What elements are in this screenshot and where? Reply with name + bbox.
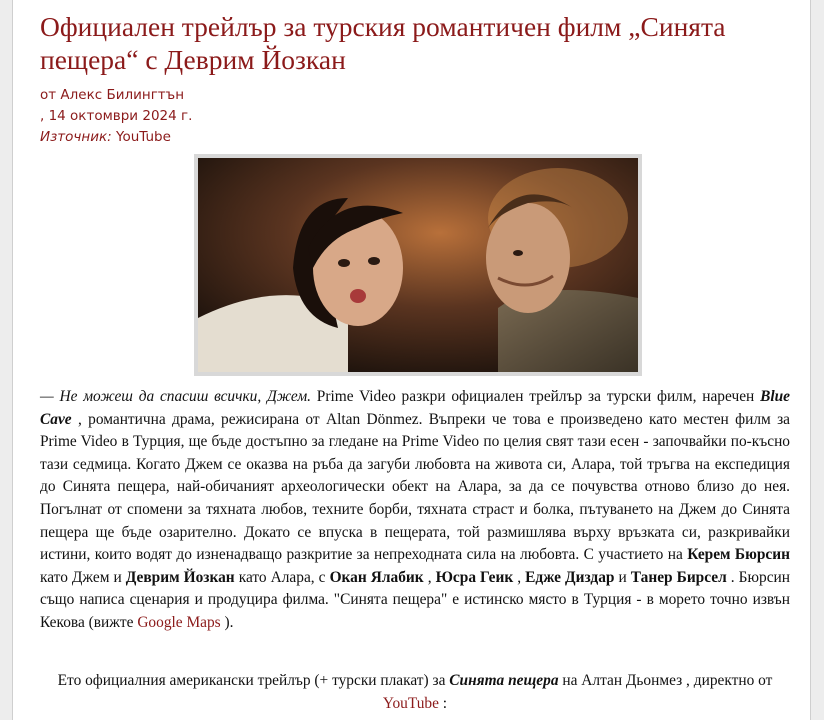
body-text-4: като Алара, с xyxy=(234,568,330,586)
date-line: , 14 октомври 2024 г. xyxy=(40,108,193,124)
separator: , xyxy=(423,568,436,586)
article-photo xyxy=(194,154,642,376)
caption-text-2: на Алтан Дьонмез , директно от xyxy=(558,672,773,689)
body-text-3: като Джем и xyxy=(40,568,126,586)
trailer-caption xyxy=(40,670,790,715)
article-title: Официален трейлър за турския романтичен филм „Синята пещера“ с Деврим Йозкан xyxy=(40,11,726,75)
body-text-6: . Бюрсин също написа сценария и продуцира филма. "Синята пещера" е истинско място в Турция - в морето точно извън Кекова (вижте xyxy=(40,568,790,631)
actor-name: Юсра Геик xyxy=(435,568,514,586)
actor-name: Едже Диздар xyxy=(525,568,615,586)
film-title-en: Blue Cave xyxy=(40,388,790,428)
source-line xyxy=(40,127,792,148)
film-title-bg: Синята пещера xyxy=(449,672,559,689)
article xyxy=(40,10,792,712)
caption-text-1: Ето официалния американски трейлър (+ турски плакат) за xyxy=(57,672,450,689)
left-page-frame xyxy=(0,0,13,720)
source-youtube-link[interactable]: YouTube xyxy=(115,129,171,145)
caption-text-3: : xyxy=(438,694,448,712)
body-text-1: Prime Video разкри официален трейлър за турски филм, наречен xyxy=(311,388,761,405)
article-body xyxy=(40,386,790,635)
film-still-image xyxy=(198,158,638,372)
youtube-link[interactable]: YouTube xyxy=(382,694,439,712)
actor-name: Окан Ялабик xyxy=(329,568,424,586)
right-page-frame xyxy=(810,0,824,720)
body-text-5: и xyxy=(614,568,631,586)
actor-name: Танер Бирсел xyxy=(630,568,727,586)
source-label: Източник: xyxy=(40,129,112,145)
google-maps-link[interactable]: Google Maps xyxy=(137,613,221,631)
actor-name: Керем Бюрсин xyxy=(687,546,790,564)
body-text-2: , романтична драма, режисирана от Altan Dönmez. Въпреки че това е произведено като местен филм за Prime Video в Турция, ще бъде достъпно за гледане на Prime Video по целия свят тази есен - започвайки по-късно тази седмица. Когато Джем се оказва на ръба да загуби любовта на живота си, Алара, той тръгва на експедиция до Синята пещера, най-обичаният археологически обект на Алара, за да се почувства отново близо до нея. Погълнат от спомени за тяхната любов, техните борби, тяхната страст и болка, пътуването на Джем до Синята пещера ще бъде озарително. Докато се впуска в пещерата, той размишлява върху връзката си, разкривайки истини, които водят до изненадващо разкритие за непреходната сила на любовта. С участието на xyxy=(40,410,790,564)
body-text-7: ). xyxy=(220,613,234,631)
author-line: от Алекс Билингтън xyxy=(40,87,185,103)
opening-quote: — Не можеш да спасиш всички, Джем. xyxy=(40,388,312,405)
actor-name: Деврим Йозкан xyxy=(125,568,235,586)
article-meta xyxy=(40,85,792,148)
separator: , xyxy=(513,568,526,586)
